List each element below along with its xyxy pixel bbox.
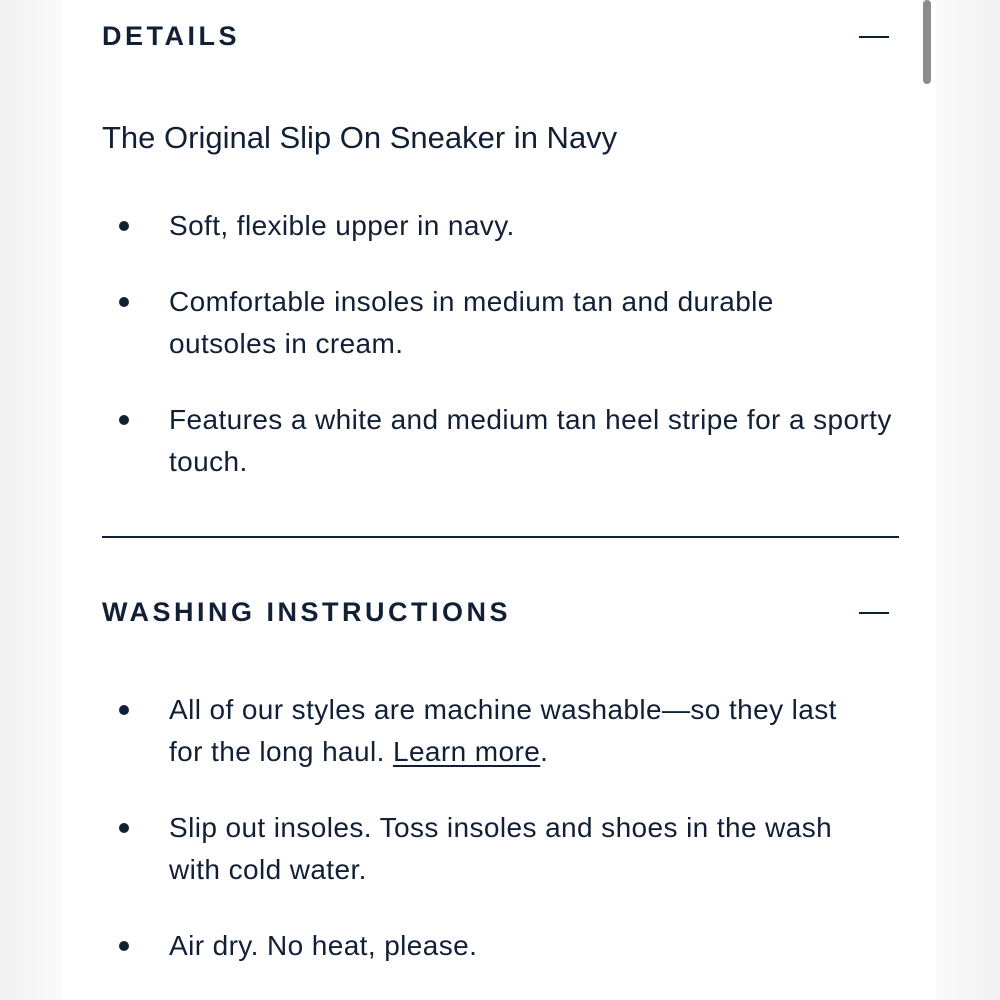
bullet-icon: [119, 705, 129, 715]
section-divider: [102, 536, 899, 538]
minus-icon: [859, 36, 889, 38]
bullet-icon: [119, 297, 129, 307]
washing-item-text: Slip out insoles. Toss insoles and shoes in the wash with cold water.: [169, 812, 833, 885]
washing-list-item: [102, 807, 899, 891]
details-header[interactable]: [102, 0, 899, 76]
washing-item-period: .: [540, 736, 549, 767]
details-list: [102, 205, 899, 483]
details-list-item: [102, 205, 899, 247]
washing-list: [102, 689, 899, 967]
bullet-icon: [119, 415, 129, 425]
details-collapse-button[interactable]: [859, 25, 889, 49]
details-item-text: Features a white and medium tan heel stripe for a sporty touch.: [169, 404, 892, 477]
scrollbar-thumb[interactable]: [923, 0, 931, 84]
details-list-item: [102, 281, 899, 365]
learn-more-link[interactable]: Learn more: [392, 736, 541, 767]
details-list-item: [102, 399, 899, 483]
washing-collapse-button[interactable]: [859, 601, 889, 625]
washing-header[interactable]: [102, 580, 899, 656]
details-title: DETAILS: [102, 21, 240, 51]
washing-item-text: Air dry. No heat, please.: [169, 930, 478, 961]
washing-list-item: [102, 925, 899, 967]
details-item-text: Soft, flexible upper in navy.: [169, 210, 515, 241]
washing-item-text: All of our styles are machine washable—so they last for the long haul.: [169, 694, 837, 767]
minus-icon: [859, 612, 889, 614]
bullet-icon: [119, 941, 129, 951]
product-name: The Original Slip On Sneaker in Navy: [102, 120, 618, 155]
bullet-icon: [119, 221, 129, 231]
washing-list-item: [102, 689, 899, 773]
bullet-icon: [119, 823, 129, 833]
details-item-text: Comfortable insoles in medium tan and durable outsoles in cream.: [169, 286, 774, 359]
washing-title: WASHING INSTRUCTIONS: [102, 597, 512, 627]
